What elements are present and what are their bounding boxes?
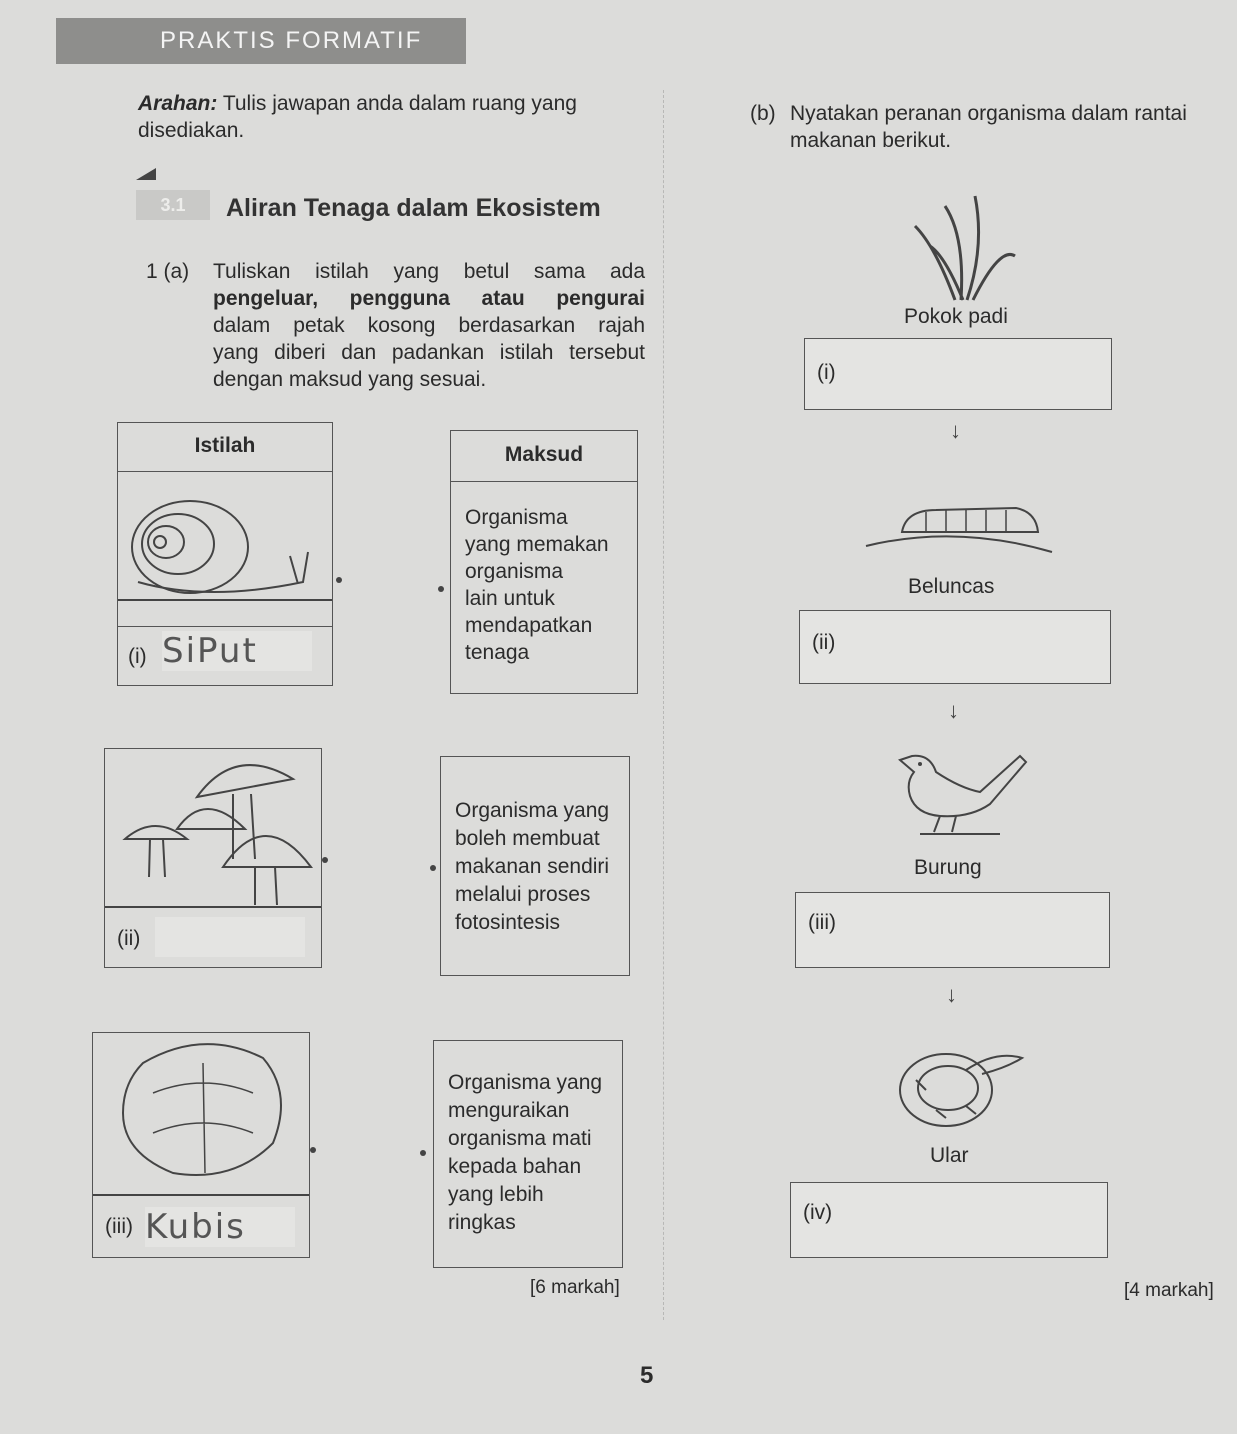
- rice-plant-drawing: [905, 196, 1025, 300]
- chain-name-2: Beluncas: [908, 575, 995, 598]
- maksud-1-line: mendapatkan: [465, 614, 593, 637]
- role-answer-box-1[interactable]: [804, 338, 1112, 410]
- maksud-1-line: tenaga: [465, 641, 530, 664]
- maksud-box-1: [450, 430, 638, 694]
- bird-drawing: [880, 752, 1030, 842]
- maksud-2-line: boleh membuat: [455, 827, 600, 850]
- maksud-header: Maksud: [451, 431, 637, 482]
- maksud-3-line: yang lebih: [448, 1183, 544, 1206]
- q1a-line-4: yang diberi dan padankan istilah tersebut: [213, 341, 645, 364]
- instruction-text-1: Tulis jawapan anda dalam ruang yang: [222, 92, 577, 115]
- q1b-line-2: makanan berikut.: [790, 129, 952, 152]
- istilah-2-answer[interactable]: [155, 917, 305, 957]
- maksud-box-2: [440, 756, 630, 976]
- maksud-3-line: Organisma yang: [448, 1071, 603, 1094]
- istilah-1-roman: (i): [128, 645, 147, 668]
- maksud-3-text: [434, 1041, 622, 1237]
- maksud-3-line: ringkas: [448, 1211, 516, 1234]
- banner: PRAKTIS FORMATIF: [56, 18, 466, 64]
- cabbage-drawing: [93, 1033, 309, 1195]
- q1b-line-1: Nyatakan peranan organisma dalam rantai: [790, 102, 1187, 125]
- match-dot[interactable]: [336, 577, 342, 583]
- maksud-2-line: makanan sendiri: [455, 855, 610, 878]
- instruction: [138, 90, 658, 144]
- maksud-2-text: [441, 757, 629, 937]
- page-number: 5: [640, 1362, 654, 1389]
- maksud-3-line: menguraikan: [448, 1099, 570, 1122]
- maksud-2-line: Organisma yang: [455, 799, 610, 822]
- caterpillar-drawing: [866, 504, 1052, 556]
- question-1a-text: [213, 258, 645, 393]
- role-answer-box-3[interactable]: [795, 892, 1110, 968]
- maksud-box-3: [433, 1040, 623, 1268]
- istilah-1-answer[interactable]: SiPut: [162, 631, 312, 671]
- match-dot[interactable]: [420, 1150, 426, 1156]
- q1a-line-3: dalam petak kosong berdasarkan rajah: [213, 314, 645, 337]
- snake-drawing: [886, 1040, 1026, 1132]
- section-title: Aliran Tenaga dalam Ekosistem: [226, 194, 601, 222]
- role-answer-box-2[interactable]: [799, 610, 1111, 684]
- istilah-2-roman: (ii): [117, 927, 141, 950]
- instruction-label: Arahan:: [138, 92, 218, 115]
- maksud-3-line: kepada bahan: [448, 1155, 582, 1178]
- istilah-box-2: [104, 748, 322, 968]
- role-answer-box-4[interactable]: [790, 1182, 1108, 1258]
- arrow-down-icon: ↓: [946, 982, 957, 1007]
- istilah-3-roman: (iii): [105, 1215, 133, 1238]
- role-roman-3: (iii): [808, 911, 836, 934]
- arrow-down-icon: ↓: [950, 418, 961, 443]
- maksud-1-line: lain untuk: [465, 587, 555, 610]
- q1a-line-5: dengan maksud yang sesuai.: [213, 368, 487, 391]
- marks-1b: [4 markah]: [1124, 1280, 1214, 1301]
- istilah-box-1: [117, 422, 333, 686]
- maksud-2-line: fotosintesis: [455, 911, 561, 934]
- mushroom-drawing: [105, 749, 321, 907]
- match-dot[interactable]: [430, 865, 436, 871]
- istilah-3-answer[interactable]: Kubis: [145, 1207, 295, 1247]
- corner-mark-icon: [136, 168, 156, 180]
- maksud-1-line: Organisma: [465, 506, 568, 529]
- chain-name-4: Ular: [930, 1144, 969, 1167]
- istilah-header: Istilah: [118, 423, 332, 472]
- chain-name-1: Pokok padi: [904, 305, 1008, 328]
- role-roman-4: (iv): [803, 1201, 833, 1224]
- instruction-text-2: disediakan.: [138, 119, 245, 142]
- q1a-line-1: Tuliskan istilah yang betul sama ada: [213, 260, 645, 283]
- snail-drawing: [118, 472, 332, 622]
- q1a-line-2: pengeluar, pengguna atau pengurai: [213, 287, 645, 310]
- role-roman-2: (ii): [812, 631, 836, 654]
- marks-1a: [6 markah]: [530, 1277, 620, 1298]
- maksud-1-line: organisma: [465, 560, 564, 583]
- question-1b-text: [790, 100, 1230, 154]
- arrow-down-icon: ↓: [948, 698, 959, 723]
- question-1b-label: (b): [750, 102, 776, 125]
- match-dot[interactable]: [310, 1147, 316, 1153]
- column-divider: [663, 90, 664, 1320]
- question-1a-number: 1 (a): [146, 260, 190, 283]
- match-dot[interactable]: [438, 586, 444, 592]
- maksud-3-line: organisma mati: [448, 1127, 592, 1150]
- chain-name-3: Burung: [914, 856, 982, 879]
- role-roman-1: (i): [817, 361, 836, 384]
- istilah-box-3: [92, 1032, 310, 1258]
- maksud-1-text: [451, 482, 637, 666]
- maksud-1-line: yang memakan: [465, 533, 609, 556]
- maksud-2-line: melalui proses: [455, 883, 591, 906]
- match-dot[interactable]: [322, 857, 328, 863]
- section-number: 3.1: [136, 190, 210, 220]
